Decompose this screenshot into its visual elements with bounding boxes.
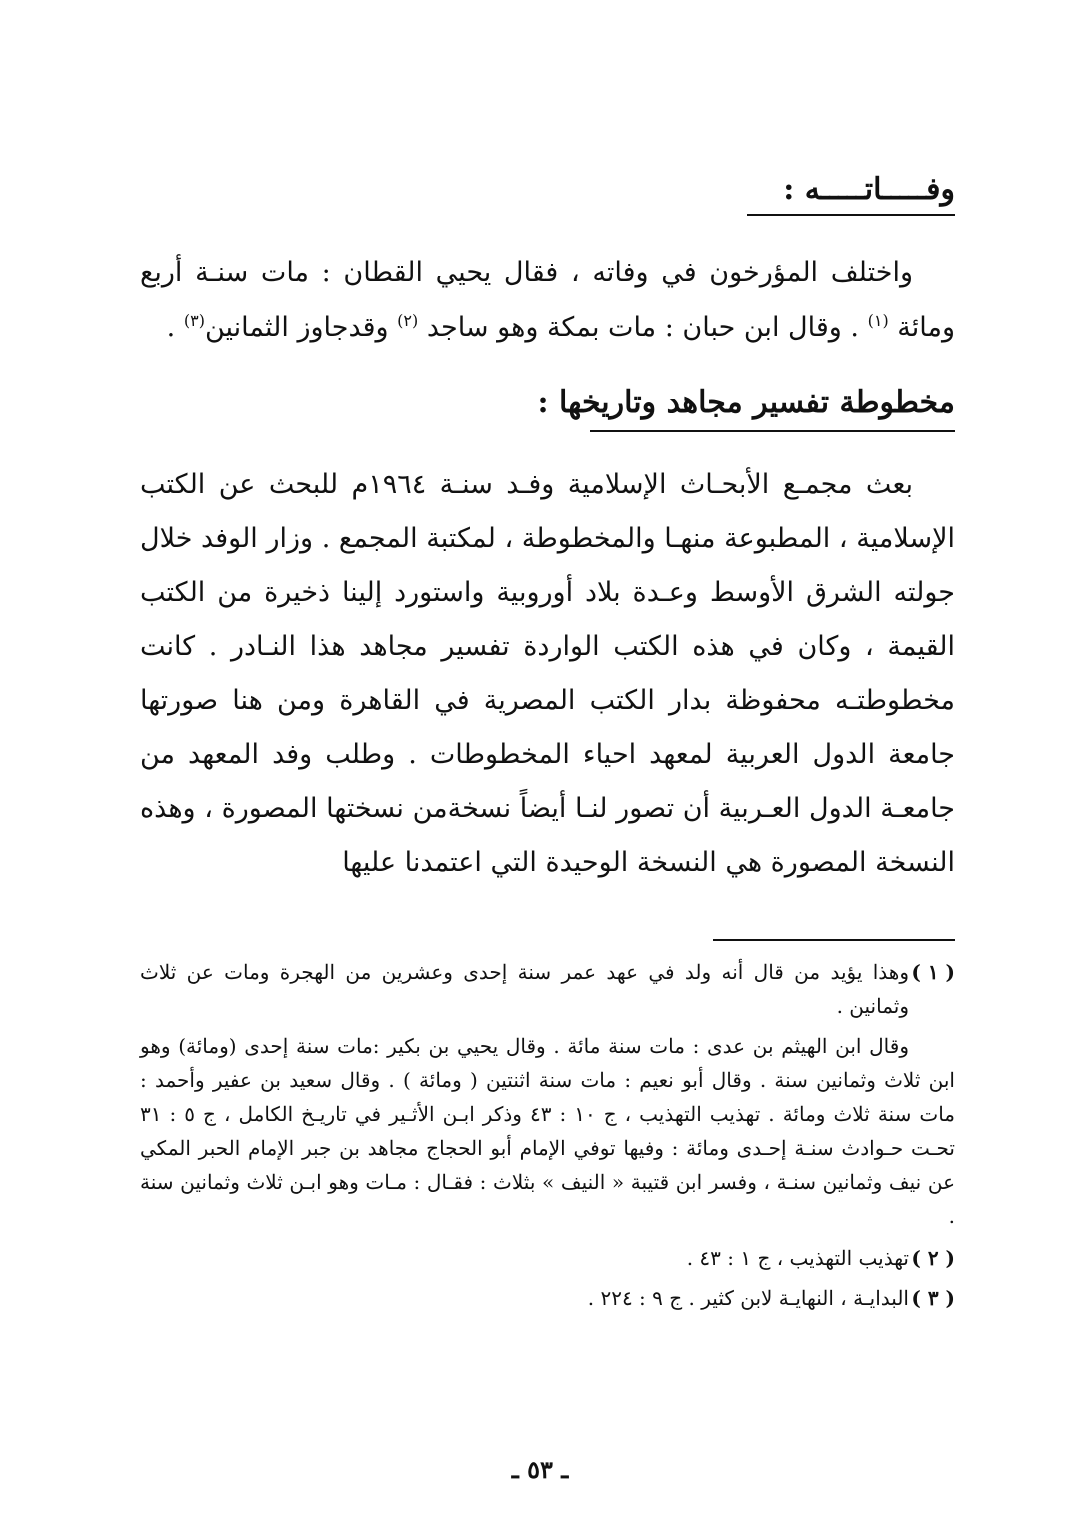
footnote-text: وقال ابن الهيثم بن عدى : مات سنة مائة . وقال يحيي بن بكير :مات سنة إحدى (ومائة) وهو ابن ثلاث وثمانين سنة . وقال أبو نعيم : مات سنة اثنتين ( ومائة ) . وقال سعيد بن عفير وأحمد : مات سنة ثلاث ومائة . تهذيب التهذيب ، ج ١٠ : ٤٣ وذكر ابـن الأثـير في تاريـخ الكامل ، ج ٥ : ٣١ تحـت حـوادث سنـة إحـدى ومائة : وفيها توفي الإمام أبو الحجاج مجاهد بن جبر الإمام الحبر المكي عن نيف وثمانين سنـة ، وفسر ابن قتيبة « النيف » بثلاث : فقـال : مـات وهو ابـن ثلاث وثمانين سنة . — [140, 1034, 956, 1228]
paragraph-text: واختلف المؤرخون في وفاته ، فقال يحيي القطان : مات سنـة أربع ومائة — [140, 257, 955, 343]
paragraph-text: بعث مجمـع الأبحـاث الإسلامية وفـد سنـة ١٩٦٤م للبحث عن الكتب الإسلامية ، المطبوعة منهـا والمخطوطة ، لمكتبة المجمع . وزار الوفد خلال جولته الشرق الأوسط وعـدة بلاد أوروبية واستورد إلينا ذخيرة من الكتب القيمة ، وكان في هذه الكتب الواردة تفسير مجاهد هذا النـادر . كانت مخطوطتـه محفوظة بدار الكتب المصرية في القاهرة ومن هنا صورتها جامعة الدول العربية لمعهد احياء المخطوطات . وطلب وفد المعهد من جامعـة الدول العـربية أن تصور لنـا أيضاً نسخةمن نسختها المصورة ، وهذه النسخة المصورة هي النسخة الوحيدة التي اعتمدنا عليها — [140, 469, 955, 878]
footnote-ref: (١) — [867, 311, 889, 330]
footnote-number: ( ٣ ) — [911, 1286, 955, 1310]
footnote-item — [140, 955, 955, 1023]
footnote-number: ( ١ ) — [911, 960, 955, 984]
footnote-text: البدايـة ، النهايـة لابن كثير . ج ٩ : ٢٢٤ . — [587, 1286, 909, 1310]
footnote-number: ( ٢ ) — [911, 1246, 955, 1270]
paragraph-text: . وقال ابن حبان : مات بمكة وهو ساجد — [426, 312, 859, 343]
section-heading-death: وفـــــاتـــــه : — [783, 172, 955, 207]
footnotes — [140, 955, 955, 1321]
paragraph-text: وقدجاوز الثمانين — [204, 312, 389, 343]
footnote-text: وهذا يؤيد من قال أنه ولد في عهد عمر سنة إحدى وعشرين من الهجرة ومات عن ثلاث وثمانين . — [140, 960, 909, 1018]
page-number: ـ ٥٣ ـ — [511, 1455, 569, 1484]
footnote-ref: (٢) — [397, 311, 419, 330]
heading-underline — [747, 214, 955, 216]
heading-underline — [590, 430, 955, 432]
footnote-text: تهذيب التهذيب ، ج ١ : ٤٣ . — [686, 1246, 909, 1270]
footnote-ref: (٣) — [183, 311, 205, 330]
section-heading-manuscript: مخطوطة تفسير مجاهد وتاريخها : — [537, 385, 955, 420]
footnote-item — [140, 1281, 955, 1315]
paragraph-death — [140, 245, 955, 355]
footnote-separator — [713, 939, 955, 941]
paragraph-manuscript — [140, 458, 955, 890]
footnote-continuation — [140, 1029, 955, 1233]
footnote-item — [140, 1241, 955, 1275]
paragraph-text: . — [166, 312, 176, 343]
